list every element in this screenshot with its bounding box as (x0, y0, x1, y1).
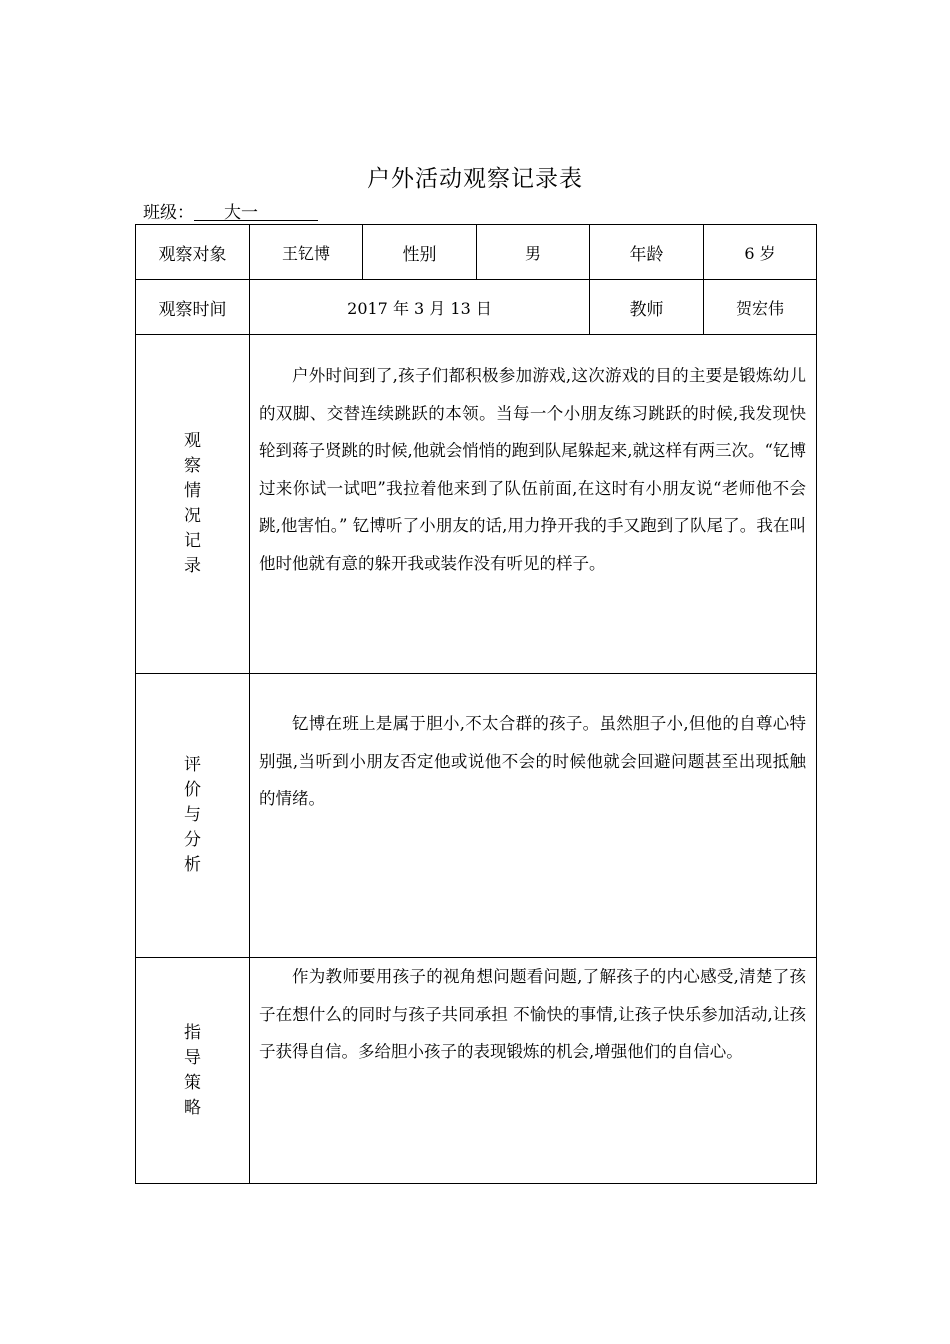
subject-label: 观察对象 (136, 225, 250, 280)
class-info (143, 202, 318, 224)
label-char: 记 (184, 531, 201, 551)
label-char: 导 (184, 1047, 201, 1068)
age-value: 6 岁 (704, 225, 817, 280)
evaluation-analysis-label (136, 674, 250, 958)
strategy-row (136, 958, 817, 1184)
label-char: 况 (184, 506, 201, 526)
label-char: 观 (184, 431, 201, 451)
label-char: 评 (184, 755, 201, 775)
guidance-strategy-label (136, 958, 250, 1184)
label-char: 析 (184, 855, 201, 875)
label-char: 略 (184, 1097, 201, 1118)
observation-record-label (136, 335, 250, 674)
observation-record-text-cell (250, 335, 817, 674)
class-value: 大一 (194, 202, 318, 221)
time-label: 观察时间 (136, 280, 250, 335)
evaluation-analysis-text: 钇博在班上是属于胆小,不太合群的孩子。虽然胆子小,但他的自尊心特别强,当听到小朋友否定他或说他不会的时候他就会回避问题甚至出现抵触的情绪。 (259, 714, 806, 808)
label-char: 录 (184, 556, 201, 576)
subject-value: 王钇博 (250, 225, 363, 280)
gender-label: 性别 (363, 225, 477, 280)
label-char: 察 (184, 456, 201, 476)
label-char: 策 (184, 1072, 201, 1093)
age-label: 年龄 (590, 225, 704, 280)
label-char: 指 (184, 1022, 201, 1043)
guidance-strategy-text-cell (250, 958, 817, 1184)
observation-record-text: 户外时间到了,孩子们都积极参加游戏,这次游戏的目的主要是锻炼幼儿的双脚、交替连续跳跃的本领。当每一个小朋友练习跳跃的时候,我发现快轮到蒋子贤跳的时候,他就会悄悄的跑到队尾躲起来,就这样有两三次。“钇博过来你试一试吧”我拉着他来到了队伍前面,在这时有小朋友说“老师他不会跳,他害怕。” 钇博听了小朋友的话,用力挣开我的手又跑到了队尾了。我在叫他时他就有意的躲开我或装作没有听见的样子。 (259, 366, 806, 573)
evaluation-row (136, 674, 817, 958)
class-label: 班级： (143, 203, 194, 223)
label-char: 情 (184, 481, 201, 501)
info-row-2 (136, 280, 817, 335)
teacher-value: 贺宏伟 (704, 280, 817, 335)
observation-row (136, 335, 817, 674)
gender-value: 男 (477, 225, 590, 280)
observation-table (135, 224, 817, 1184)
label-char: 分 (184, 830, 201, 850)
teacher-label: 教师 (590, 280, 704, 335)
label-char: 与 (184, 805, 201, 825)
time-value: 2017 年 3 月 13 日 (250, 280, 590, 335)
info-row-1 (136, 225, 817, 280)
page-title: 户外活动观察记录表 (367, 166, 583, 192)
guidance-strategy-text: 作为教师要用孩子的视角想问题看问题,了解孩子的内心感受,清楚了孩子在想什么的同时与孩子共同承担 不愉快的事情,让孩子快乐参加活动,让孩子获得自信。多给胆小孩子的表现锻炼的机会,增强他们的自信心。 (259, 967, 806, 1061)
label-char: 价 (184, 780, 201, 800)
evaluation-analysis-text-cell (250, 674, 817, 958)
